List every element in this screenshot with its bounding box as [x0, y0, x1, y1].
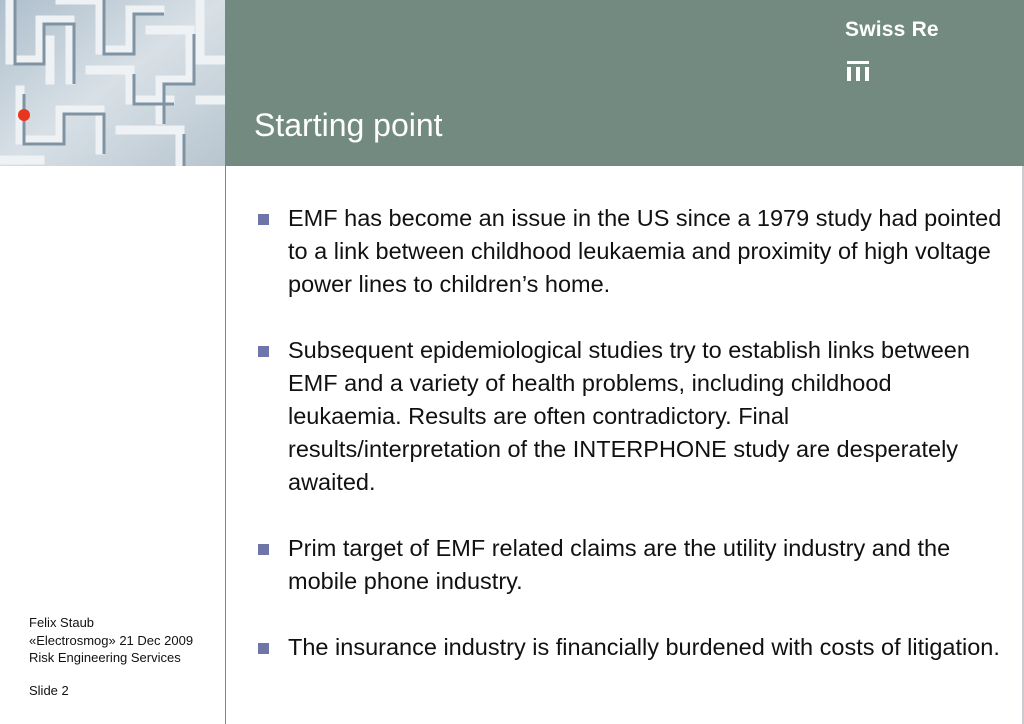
maze-illustration	[0, 0, 225, 166]
maze-image	[0, 0, 225, 166]
bullet-item	[256, 202, 1006, 301]
bullet-text: Subsequent epidemiological studies try to establish links between EMF and a variety of health problems, including childhood leukaemia. Results are often contradictory. Final results/interpretation of the INTERPHONE study are desperately awaited.	[288, 337, 970, 495]
accent-dot	[18, 109, 30, 121]
bullet-square-icon	[258, 346, 269, 357]
bullet-item	[256, 334, 1006, 499]
header-bar	[225, 0, 1024, 166]
footer-info	[29, 614, 193, 699]
swiss-re-logo-icon	[847, 61, 869, 81]
slide-title: Starting point	[254, 107, 443, 143]
bullet-item	[256, 631, 1006, 664]
slide-number: Slide 2	[29, 682, 69, 698]
bullet-text: Prim target of EMF related claims are the utility industry and the mobile phone industry.	[288, 535, 951, 594]
footer-department: Risk Engineering Services	[29, 650, 181, 665]
bullet-square-icon	[258, 643, 269, 654]
bullet-list	[256, 202, 1006, 697]
bullet-square-icon	[258, 544, 269, 555]
bullet-text: The insurance industry is financially burdened with costs of litigation.	[288, 634, 1000, 660]
footer-author: Felix Staub	[29, 615, 95, 630]
footer-event: «Electrosmog» 21 Dec 2009	[29, 632, 194, 648]
vertical-divider	[225, 166, 226, 724]
bullet-text: EMF has become an issue in the US since a 1979 study had pointed to a link between childhood leukaemia and proximity of high voltage power lines to children’s home.	[288, 205, 1002, 297]
bullet-item	[256, 532, 1006, 598]
brand-logo-text: Swiss Re	[845, 18, 939, 41]
bullet-square-icon	[258, 214, 269, 225]
